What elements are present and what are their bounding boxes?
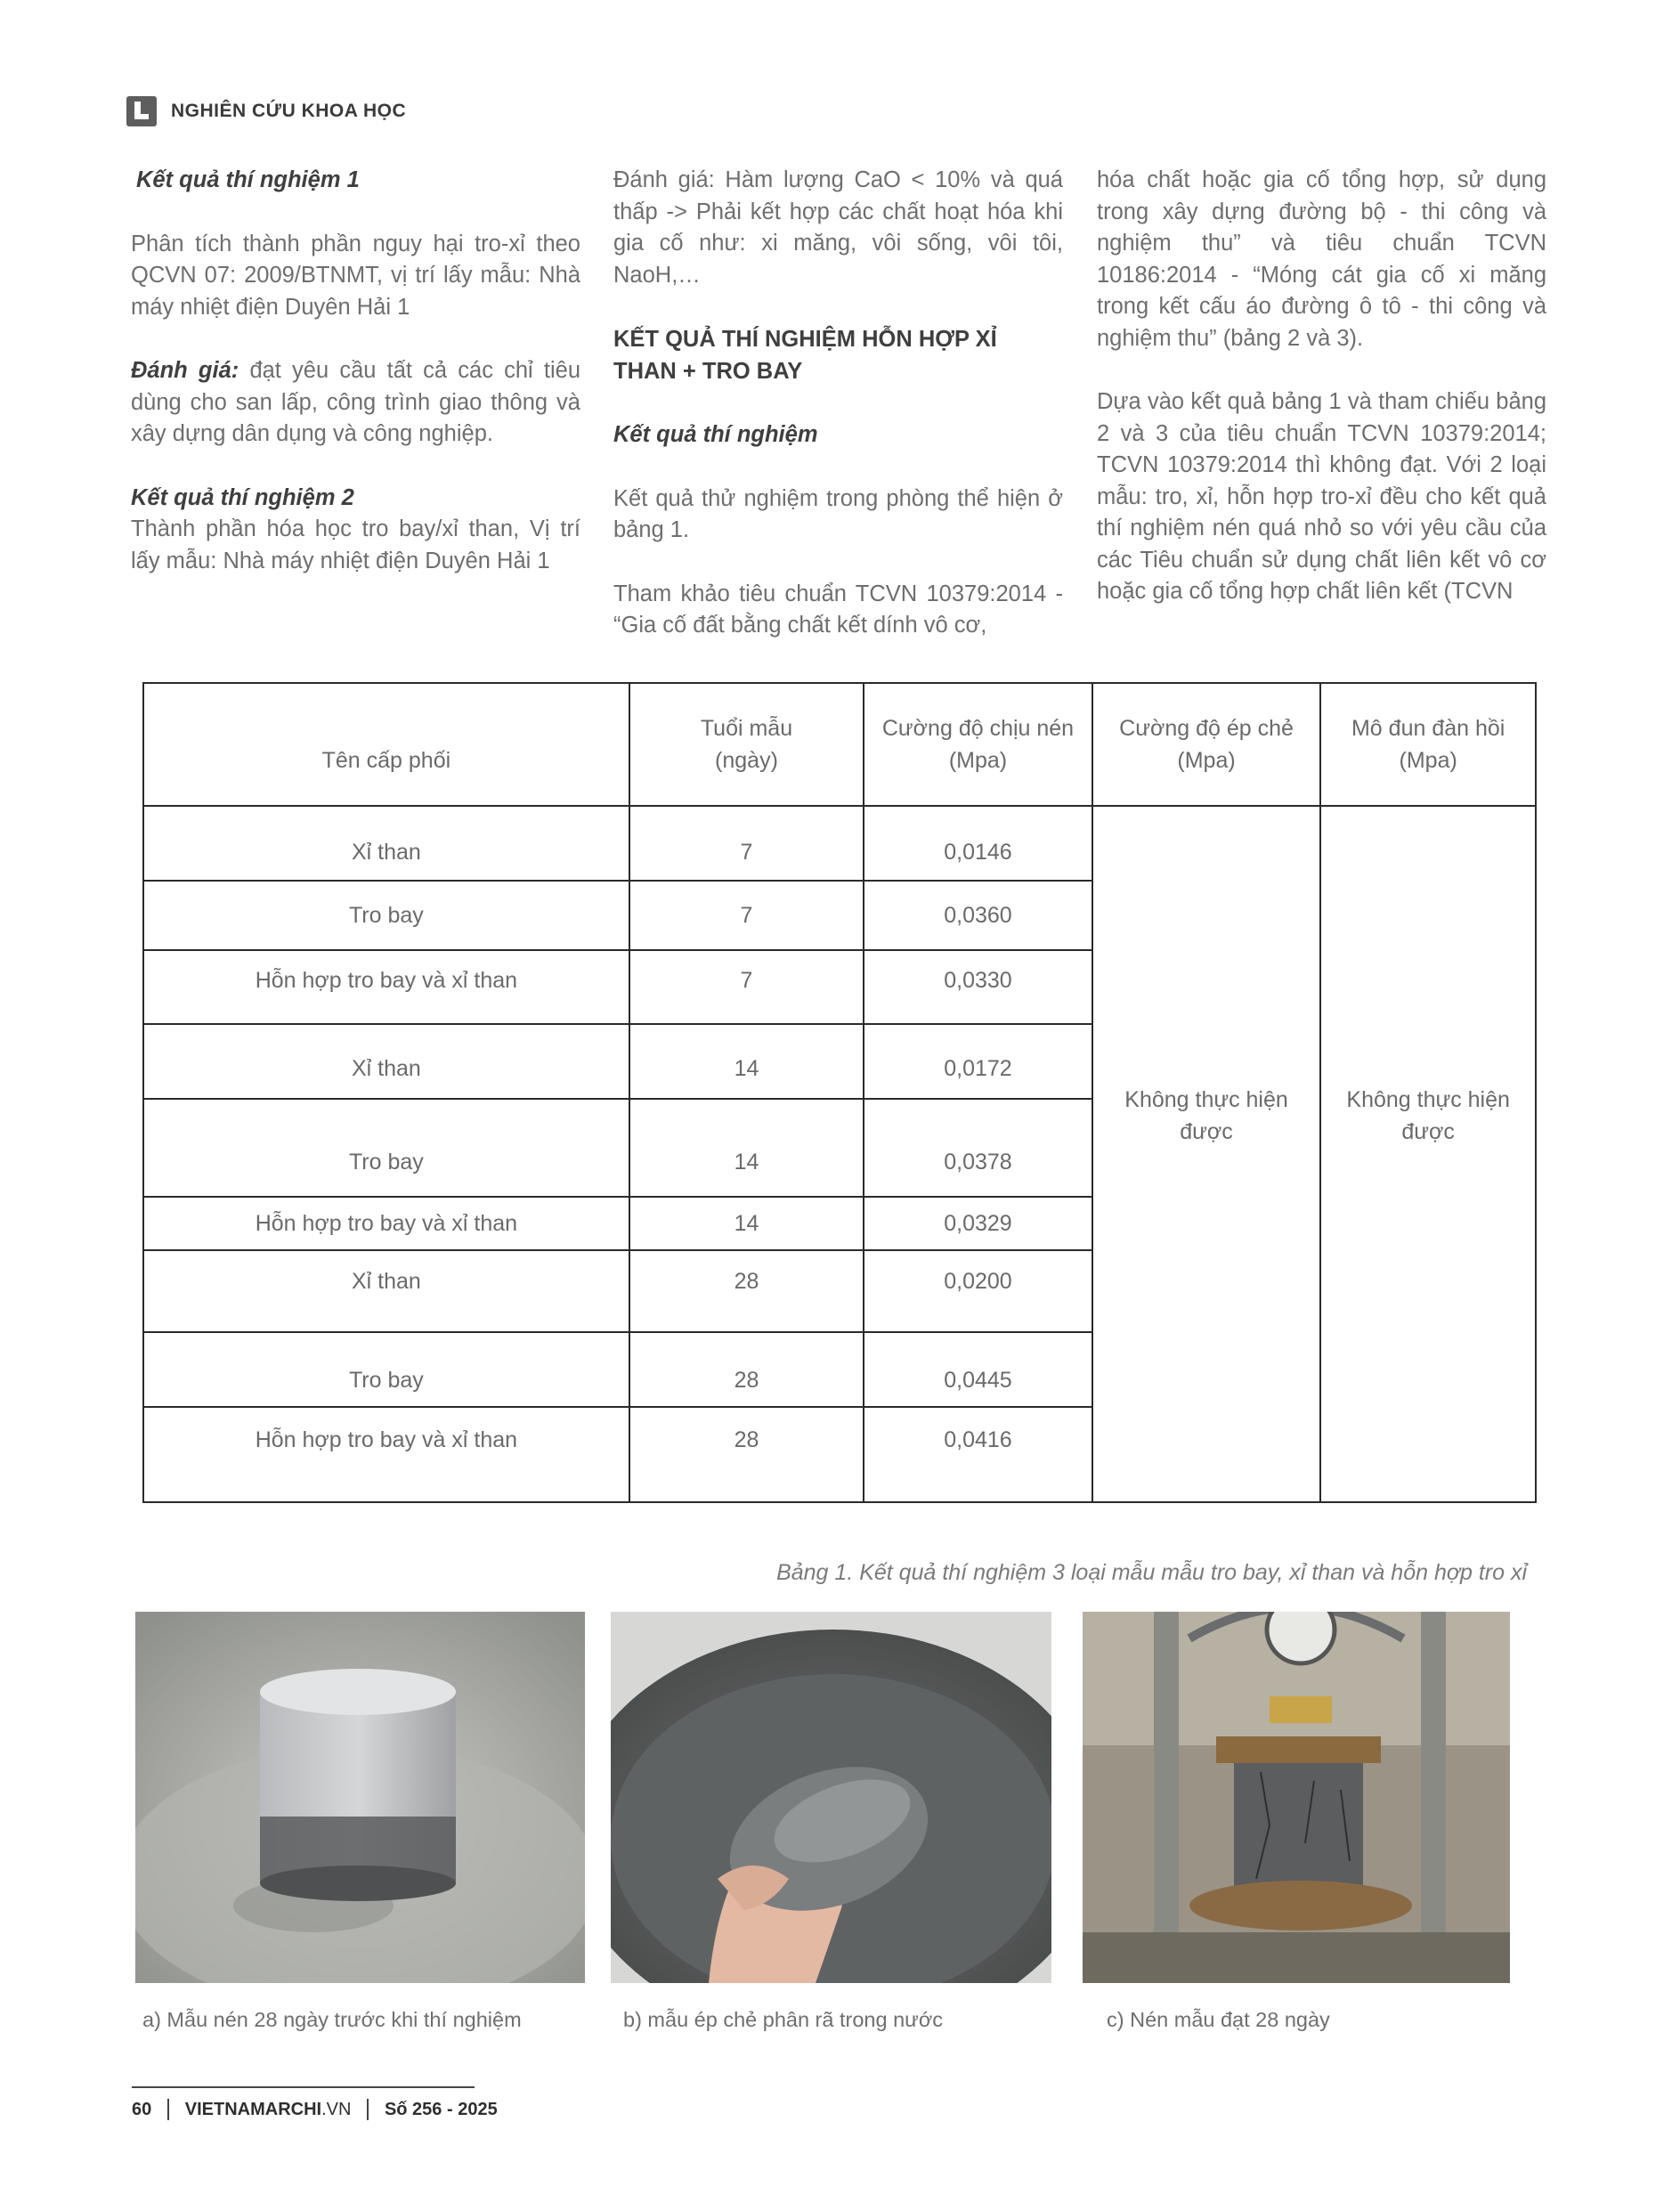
- cell-age: 14: [629, 1024, 864, 1099]
- footer-rule: [132, 2086, 475, 2088]
- paragraph-evaluation: [131, 355, 580, 451]
- header-mix-name: Tên cấp phối: [143, 683, 629, 806]
- cell-value: 0,0146: [864, 806, 1092, 881]
- page-footer: [132, 2099, 498, 2120]
- heading-experiment-1: Kết quả thí nghiệm 1: [136, 167, 360, 192]
- heading-experiment-2: Kết quả thí nghiệm 2: [131, 484, 354, 510]
- cell-name: Tro bay: [143, 881, 629, 950]
- cell-age: 7: [629, 806, 864, 881]
- paragraph: hóa chất hoặc gia cố tổng hợp, sử dụng trong xây dựng đường bộ - thi công và nghiệm thu” và tiêu chuẩn TCVN 10186:2014 - “Móng cát gia cố xi măng trong kết cấu áo đường ô tô - thi công và nghiệm thu” (bảng 2 và 3).: [1097, 167, 1546, 351]
- text-column-3: [1097, 165, 1546, 608]
- cell-value: 0,0329: [864, 1197, 1092, 1250]
- cell-value: 0,0360: [864, 881, 1092, 950]
- cell-age: 14: [629, 1099, 864, 1197]
- cell-name: Xỉ than: [143, 806, 629, 881]
- header-elastic-modulus: Mô đun đàn hồi (Mpa): [1320, 683, 1536, 806]
- paragraph: Tham khảo tiêu chuẩn TCVN 10379:2014 - “Gia cố đất bằng chất kết dính vô cơ,: [613, 581, 1063, 638]
- cell-splitting-merged: Không thực hiện được: [1092, 806, 1321, 1502]
- photo-caption-a: a) Mẫu nén 28 ngày trước khi thí nghiệm: [142, 2008, 522, 2031]
- photo-caption-c: c) Nén mẫu đạt 28 ngày: [1107, 2008, 1330, 2031]
- paragraph: Thành phần hóa học tro bay/xỉ than, Vị trí lấy mẫu: Nhà máy nhiệt điện Duyên Hải 1: [131, 516, 580, 573]
- cell-name: Tro bay: [143, 1332, 629, 1407]
- cell-value: 0,0172: [864, 1024, 1092, 1099]
- paragraph: Dựa vào kết quả bảng 1 và tham chiếu bảng 2 và 3 của tiêu chuẩn TCVN 10379:2014; TCVN 10379:2014 thì không đạt. Với 2 loại mẫu: tro, xỉ, hỗn hợp tro-xỉ đều cho kết quả thí nghiệm nén quá nhỏ so với yêu cầu của các Tiêu chuẩn sử dụng chất liên kết vô cơ hoặc gia cố tổng hợp chất liên kết (TCVN: [1097, 389, 1546, 604]
- table-caption: Bảng 1. Kết quả thí nghiệm 3 loại mẫu mẫu tro bay, xỉ than và hỗn hợp tro xỉ: [776, 1560, 1527, 1585]
- issue-number: Số 256 - 2025: [384, 2099, 498, 2119]
- cell-age: 28: [629, 1332, 864, 1407]
- page-number: 60: [132, 2099, 152, 2119]
- text-column-2: [613, 165, 1063, 642]
- cell-value: 0,0445: [864, 1332, 1092, 1407]
- cell-name: Xỉ than: [143, 1250, 629, 1332]
- cell-age: 28: [629, 1250, 864, 1332]
- cell-modulus-merged: Không thực hiện được: [1320, 806, 1536, 1502]
- cell-value: 0,0416: [864, 1407, 1092, 1502]
- evaluation-text: đạt yêu cầu tất cả các chỉ tiêu dùng cho san lấp, công trình giao thông và xây dựng dân dụng và công nghiệp.: [131, 358, 581, 446]
- cell-name: Hỗn hợp tro bay và xỉ than: [143, 950, 629, 1024]
- header-compressive-strength: Cường độ chịu nén (Mpa): [864, 683, 1092, 806]
- results-table: [142, 682, 1537, 1503]
- cell-name: Hỗn hợp tro bay và xỉ than: [143, 1407, 629, 1502]
- table-row: [143, 806, 1536, 881]
- photo-caption-b: b) mẫu ép chẻ phân rã trong nước: [623, 2008, 944, 2031]
- text-column-1: [131, 165, 580, 577]
- evaluation-label: Đánh giá:: [131, 358, 239, 383]
- cell-name: Hỗn hợp tro bay và xỉ than: [143, 1197, 629, 1250]
- section-header: [126, 96, 406, 126]
- cell-name: Xỉ than: [143, 1024, 629, 1099]
- magazine-logo-icon: [126, 96, 157, 126]
- cell-value: 0,0200: [864, 1250, 1092, 1332]
- paragraph: Đánh giá: Hàm lượng CaO < 10% và quá thấp -> Phải kết hợp các chất hoạt hóa khi gia cố như: xi măng, vôi sống, vôi tôi, NaoH,…: [613, 167, 1063, 288]
- footer-divider: [167, 2099, 169, 2120]
- brand-name: VIETNAMARCHI: [184, 2099, 322, 2119]
- cell-value: 0,0378: [864, 1099, 1092, 1197]
- cell-age: 14: [629, 1197, 864, 1250]
- table-header-row: [143, 683, 1536, 806]
- cell-age: 28: [629, 1407, 864, 1502]
- cell-age: 7: [629, 950, 864, 1024]
- paragraph: Phân tích thành phần nguy hại tro-xỉ theo QCVN 07: 2009/BTNMT, vị trí lấy mẫu: Nhà máy nhiệt điện Duyên Hải 1: [131, 231, 580, 320]
- photo-sample-before-test: [135, 1612, 585, 1983]
- cell-name: Tro bay: [143, 1099, 629, 1197]
- photo-compression-test: [1083, 1612, 1510, 1983]
- header-splitting-strength: Cường độ ép chẻ (Mpa): [1092, 683, 1321, 806]
- footer-divider: [367, 2099, 369, 2120]
- paragraph: Kết quả thử nghiệm trong phòng thể hiện ở bảng 1.: [613, 485, 1063, 542]
- section-title: NGHIÊN CỨU KHOA HỌC: [171, 101, 407, 121]
- brand-domain: .VN: [321, 2099, 352, 2119]
- cell-value: 0,0330: [864, 950, 1092, 1024]
- photo-sample-disintegrated: [611, 1612, 1051, 1983]
- section-heading: KẾT QUẢ THÍ NGHIỆM HỖN HỢP XỈ THAN + TRO BAY: [613, 327, 997, 384]
- cell-age: 7: [629, 881, 864, 950]
- subheading: Kết quả thí nghiệm: [613, 422, 818, 447]
- header-age: Tuổi mẫu (ngày): [629, 683, 864, 806]
